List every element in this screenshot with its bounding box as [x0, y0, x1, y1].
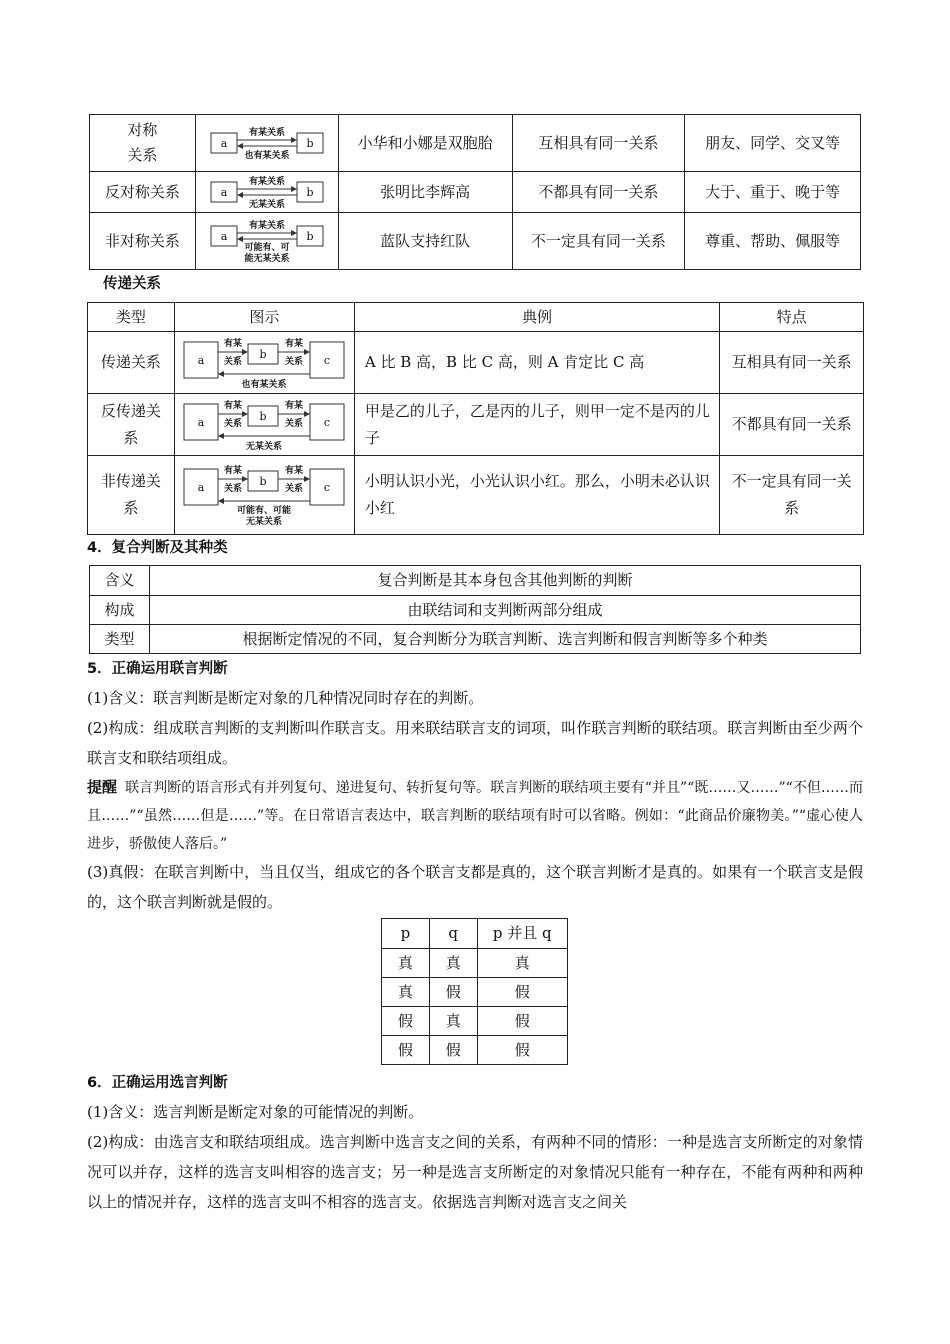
- svg-text:无某关系: 无某关系: [248, 200, 285, 210]
- table-cell: 真: [429, 1007, 477, 1036]
- transitive-table: [87, 302, 864, 535]
- table-row: [382, 1036, 568, 1065]
- relation-example: 小华和小娜是双胞胎: [338, 115, 512, 172]
- svg-text:也有某关系: 也有某关系: [244, 151, 290, 161]
- relation-instances: 大于、重于、晚于等: [685, 172, 861, 213]
- relation-type: 非传递关系: [88, 456, 175, 535]
- table-row: [90, 596, 861, 625]
- table-row: [88, 394, 864, 456]
- truth-table: [381, 918, 568, 1065]
- svg-text:有某: 有某: [285, 400, 304, 411]
- column-header: p 并且 q: [477, 919, 567, 949]
- svg-text:a: a: [198, 481, 205, 494]
- table-row: [382, 949, 568, 978]
- table-row: [382, 978, 568, 1007]
- svg-text:c: c: [324, 481, 331, 494]
- relation-example: 小明认识小光，小光认识小红。那么，小明未必认识小红: [354, 456, 719, 535]
- relation-feature: 互相具有同一关系: [512, 115, 685, 172]
- svg-text:b: b: [259, 475, 267, 488]
- table-row: [90, 115, 861, 172]
- svg-text:有某关系: 有某关系: [248, 128, 285, 138]
- svg-text:也有某关系: 也有某关系: [241, 379, 287, 390]
- table-cell: 假: [382, 1036, 430, 1065]
- relation-feature: 不一定具有同一关系: [720, 456, 864, 535]
- table-cell: 真: [382, 949, 430, 978]
- svg-text:关系: 关系: [285, 356, 304, 367]
- svg-text:有某关系: 有某关系: [248, 177, 285, 187]
- svg-text:有某: 有某: [285, 466, 304, 476]
- column-header: 图示: [174, 303, 354, 332]
- table-row: [90, 566, 861, 596]
- relation-diagram: [195, 172, 338, 213]
- paragraph: (2)构成：由选言支和联结项组成。选言判断中选言支之间的关系，有两种不同的情形：一种是选言支所断定的对象情况可以并存，这样的选言支叫相容的选言支；另一种是选言支所断定的对象情况只能有一种存在，不能有两种和两种以上的情况并存，这样的选言支叫不相容的选言支。依据选言判断对选言支之间关: [87, 1133, 863, 1211]
- table-row: [90, 213, 861, 270]
- relation-type: 反对称关系: [90, 172, 196, 213]
- relation-diagram: [174, 332, 354, 394]
- svg-text:有某: 有某: [285, 338, 304, 349]
- column-header: 典例: [354, 303, 719, 332]
- paragraph: (2)构成：组成联言判断的支判断叫作联言支。用来联结联言支的词项，叫作联言判断的联结项。联言判断由至少两个联言支和联结项组成。: [87, 719, 863, 767]
- svg-text:b: b: [259, 347, 267, 361]
- section-title-5: 5．正确运用联言判断: [87, 661, 228, 677]
- svg-text:关系: 关系: [224, 418, 243, 429]
- tip-text: 联言判断的语言形式有并列复句、递进复句、转折复句等。联言判断的联结项主要有“并且”“既……又……”“不但……而且……”“虽然……但是……”等。在日常语言表达中，联言判断的联结项有时可以省略。例如：“此商品价廉物美。”“虚心使人进步，骄傲使人落后。”: [87, 780, 863, 852]
- svg-text:关系: 关系: [224, 484, 243, 494]
- svg-text:a: a: [198, 353, 205, 367]
- svg-text:b: b: [306, 137, 314, 150]
- section-title-4: 4．复合判断及其种类: [87, 540, 228, 556]
- table-cell: 真: [429, 949, 477, 978]
- relation-example: 蓝队支持红队: [338, 213, 512, 270]
- relation-diagram: [195, 213, 338, 270]
- svg-text:b: b: [259, 409, 267, 423]
- svg-text:a: a: [220, 137, 228, 150]
- relation-example: 甲是乙的儿子，乙是丙的儿子，则甲一定不是丙的儿子: [354, 394, 719, 456]
- table-cell: 假: [477, 1007, 567, 1036]
- compound-judgment-table: [89, 565, 861, 654]
- table-cell: 假: [477, 1036, 567, 1065]
- column-header: 特点: [720, 303, 864, 332]
- column-header: p: [382, 919, 430, 949]
- table-cell: 假: [477, 978, 567, 1007]
- svg-text:能无某关系: 能无某关系: [244, 254, 290, 264]
- svg-text:有某关系: 有某关系: [248, 221, 285, 231]
- svg-text:a: a: [220, 230, 228, 243]
- svg-text:关系: 关系: [285, 484, 304, 494]
- row-label: 构成: [90, 596, 150, 625]
- svg-text:无某关系: 无某关系: [246, 441, 283, 452]
- relation-feature: 互相具有同一关系: [720, 332, 864, 394]
- svg-text:a: a: [220, 186, 228, 199]
- table-row: [88, 332, 864, 394]
- svg-text:关系: 关系: [285, 418, 304, 429]
- table-cell: 假: [429, 1036, 477, 1065]
- section-title-transitive: 传递关系: [103, 276, 161, 292]
- svg-text:b: b: [306, 186, 314, 199]
- svg-text:可能有、可: 可能有、可: [244, 243, 290, 253]
- svg-text:c: c: [324, 415, 331, 429]
- relation-feature: 不都具有同一关系: [512, 172, 685, 213]
- row-value: 根据断定情况的不同，复合判断分为联言判断、选言判断和假言判断等多个种类: [149, 625, 860, 654]
- relation-diagram: [174, 394, 354, 456]
- row-value: 复合判断是其本身包含其他判断的判断: [149, 566, 860, 596]
- svg-text:有某: 有某: [224, 338, 243, 349]
- svg-text:可能有、可能: 可能有、可能: [237, 506, 292, 516]
- relation-type: 反传递关系: [88, 394, 175, 456]
- table-header-row: [382, 919, 568, 949]
- row-value: 由联结词和支判断两部分组成: [149, 596, 860, 625]
- svg-text:有某: 有某: [224, 466, 243, 476]
- paragraph: (3)真假：在联言判断中，当且仅当，组成它的各个联言支都是真的，这个联言判断才是真的。如果有一个联言支是假的，这个联言判断就是假的。: [87, 863, 863, 911]
- table-row: [382, 1007, 568, 1036]
- table-cell: 假: [429, 978, 477, 1007]
- column-header: q: [429, 919, 477, 949]
- tip-block: [87, 773, 863, 858]
- table-row: [88, 456, 864, 535]
- relation-instances: 朋友、同学、交叉等: [685, 115, 861, 172]
- svg-text:c: c: [324, 353, 331, 367]
- svg-text:关系: 关系: [224, 356, 243, 367]
- table-cell: 真: [382, 978, 430, 1007]
- relation-feature: 不都具有同一关系: [720, 394, 864, 456]
- paragraph: (1)含义：选言判断是断定对象的可能情况的判断。: [87, 1103, 424, 1121]
- row-label: 含义: [90, 566, 150, 596]
- table-cell: 假: [382, 1007, 430, 1036]
- relation-diagram: [174, 456, 354, 535]
- table-header-row: [88, 303, 864, 332]
- row-label: 类型: [90, 625, 150, 654]
- relation-feature: 不一定具有同一关系: [512, 213, 685, 270]
- section-title-6: 6．正确运用选言判断: [87, 1075, 228, 1091]
- relation-type: 对称 关系: [90, 115, 196, 172]
- column-header: 类型: [88, 303, 175, 332]
- table-row: [90, 172, 861, 213]
- relation-instances: 尊重、帮助、佩服等: [685, 213, 861, 270]
- tip-label: 提醒: [87, 778, 118, 796]
- relation-example: A 比 B 高，B 比 C 高，则 A 肯定比 C 高: [354, 332, 719, 394]
- svg-text:a: a: [198, 415, 205, 429]
- paragraph: (1)含义：联言判断是断定对象的几种情况同时存在的判断。: [87, 689, 484, 707]
- svg-text:b: b: [306, 230, 314, 243]
- relation-type: 非对称关系: [90, 213, 196, 270]
- relation-diagram: [195, 115, 338, 172]
- symmetry-table: [89, 114, 861, 270]
- table-cell: 真: [477, 949, 567, 978]
- relation-example: 张明比李辉高: [338, 172, 512, 213]
- svg-text:无某关系: 无某关系: [246, 517, 283, 527]
- relation-type: 传递关系: [88, 332, 175, 394]
- table-row: [90, 625, 861, 654]
- svg-text:有某: 有某: [224, 400, 243, 411]
